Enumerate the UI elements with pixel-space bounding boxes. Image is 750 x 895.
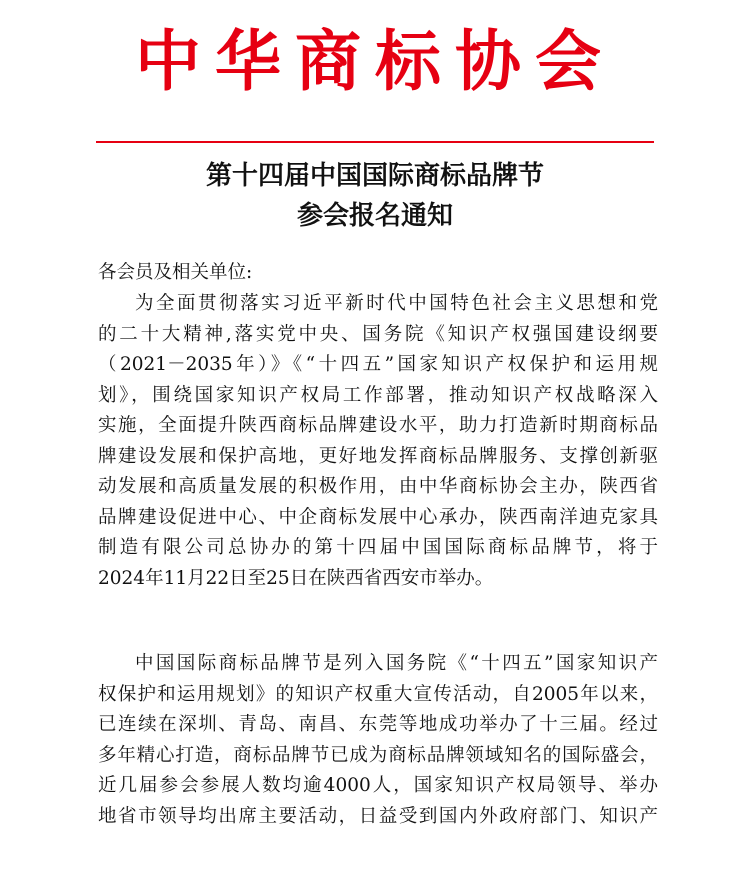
paragraph-line: 牌建设发展和保护高地，更好地发挥商标品牌服务、支撑创新驱 (98, 445, 658, 467)
paragraph-line: 实施，全面提升陕西商标品牌建设水平，助力打造新时期商标品 (98, 415, 658, 436)
paragraph-line: 已连续在深圳、青岛、南昌、东莞等地成功举办了十三届。经过 (98, 714, 658, 735)
paragraph-line: 2024年11月22日至25日在陕西省西安市举办。 (98, 567, 494, 589)
paragraph-line: 中国国际商标品牌节是列入国务院《“十四五”国家知识产 (135, 653, 658, 674)
paragraph-line: 动发展和高质量发展的积极作用，由中华商标协会主办，陕西省 (98, 476, 658, 497)
letterhead-org-name: 中华商标协会 (135, 23, 615, 100)
paragraph-line: 地省市领导均出席主要活动，日益受到国内外政府部门、知识产 (98, 805, 658, 827)
paragraph-line: 近几届参会参展人数均逾4000人，国家知识产权局领导、举办 (98, 775, 658, 796)
salutation: 各会员及相关单位: (98, 262, 253, 283)
paragraph-line: 划》，围绕国家知识产权局工作部署，推动知识产权战略深入 (98, 384, 658, 406)
paragraph-line: 品牌建设促进中心、中企商标发展中心承办，陕西南洋迪克家具 (98, 506, 658, 528)
paragraph-line: 多年精心打造，商标品牌节已成为商标品牌领域知名的国际盛会， (98, 744, 658, 766)
document-title-line-2: 参会报名通知 (296, 201, 453, 231)
document-title-line-1: 第十四届中国国际商标品牌节 (205, 161, 544, 191)
paragraph-line: 权保护和运用规划》的知识产权重大宣传活动，自2005年以来， (98, 683, 658, 705)
letterhead-divider (96, 141, 654, 143)
paragraph-line: 制造有限公司总协办的第十四届中国国际商标品牌节，将于 (98, 537, 658, 558)
paragraph-line: 的二十大精神,落实党中央、国务院《知识产权强国建设纲要 (98, 323, 658, 345)
paragraph-1 (98, 289, 658, 594)
paragraph-2 (98, 649, 658, 832)
paragraph-line: （2021－2035年）》《“十四五”国家知识产权保护和运用规 (98, 354, 658, 375)
paragraph-line: 为全面贯彻落实习近平新时代中国特色社会主义思想和党 (135, 293, 658, 314)
